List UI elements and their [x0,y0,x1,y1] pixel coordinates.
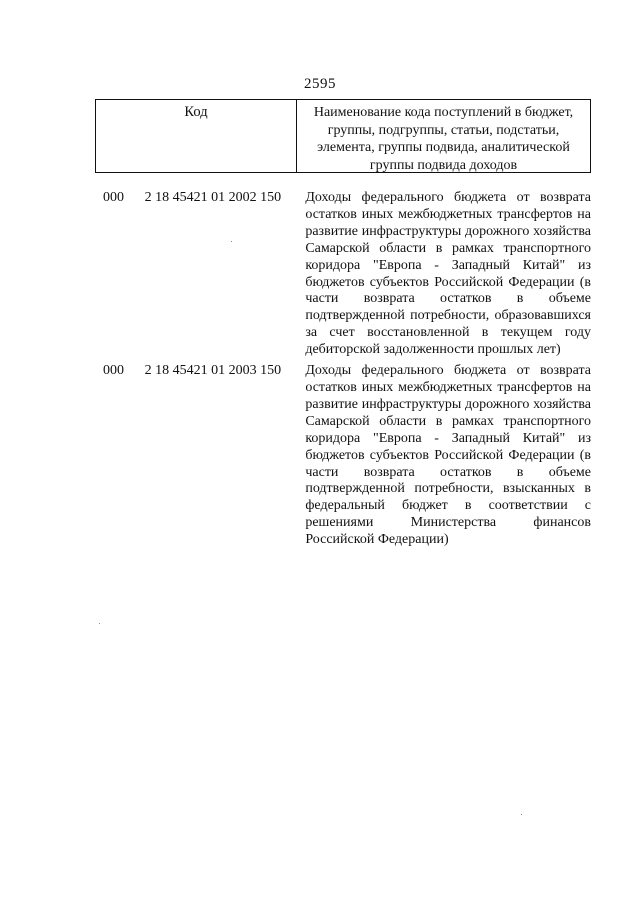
row-admin-code: 000 [103,190,124,205]
row-income-code: 2 18 45421 01 2002 150 [144,190,282,205]
row-admin-code: 000 [103,363,124,379]
scan-speck [521,814,522,815]
header-name-label: Наименование кода поступлений в бюджет, группы, подгруппы, статьи, подстатьи, элемента, группы подвида, аналитической группы подвида доходов [313,105,574,173]
scan-speck [231,241,232,242]
header-code-label: Код [96,100,297,172]
table-body [95,190,591,553]
table-header [95,99,591,173]
page-number: 2595 [304,76,336,92]
table-row [95,363,591,549]
row-description: Доходы федерального бюджета от возврата остатков иных межбюджетных трансфертов на развитие инфраструктуры дорожного хозяйства Самарской области в рамках транспортного коридора "Европа - Западный Китай" из бюджетов субъектов Российской Федерации (в части возврата остатков в объеме подтвержденной потребности, взысканных в федеральный бюджет в соответствии с решениями Министерства финансов Российской Федерации) [305,363,591,548]
scan-speck [99,623,100,624]
table-row [95,190,591,359]
row-description: Доходы федерального бюджета от возврата остатков иных межбюджетных трансфертов на развитие инфраструктуры дорожного хозяйства Самарской области в рамках транспортного коридора "Европа - Западный Китай" из бюджетов субъектов Российской Федерации (в части возврата остатков в объеме подтвержденной потребности, образовавшихся за счет восстановленной в текущем году дебиторской задолженности прошлых лет) [305,190,591,358]
row-income-code: 2 18 45421 01 2003 150 [144,363,282,379]
